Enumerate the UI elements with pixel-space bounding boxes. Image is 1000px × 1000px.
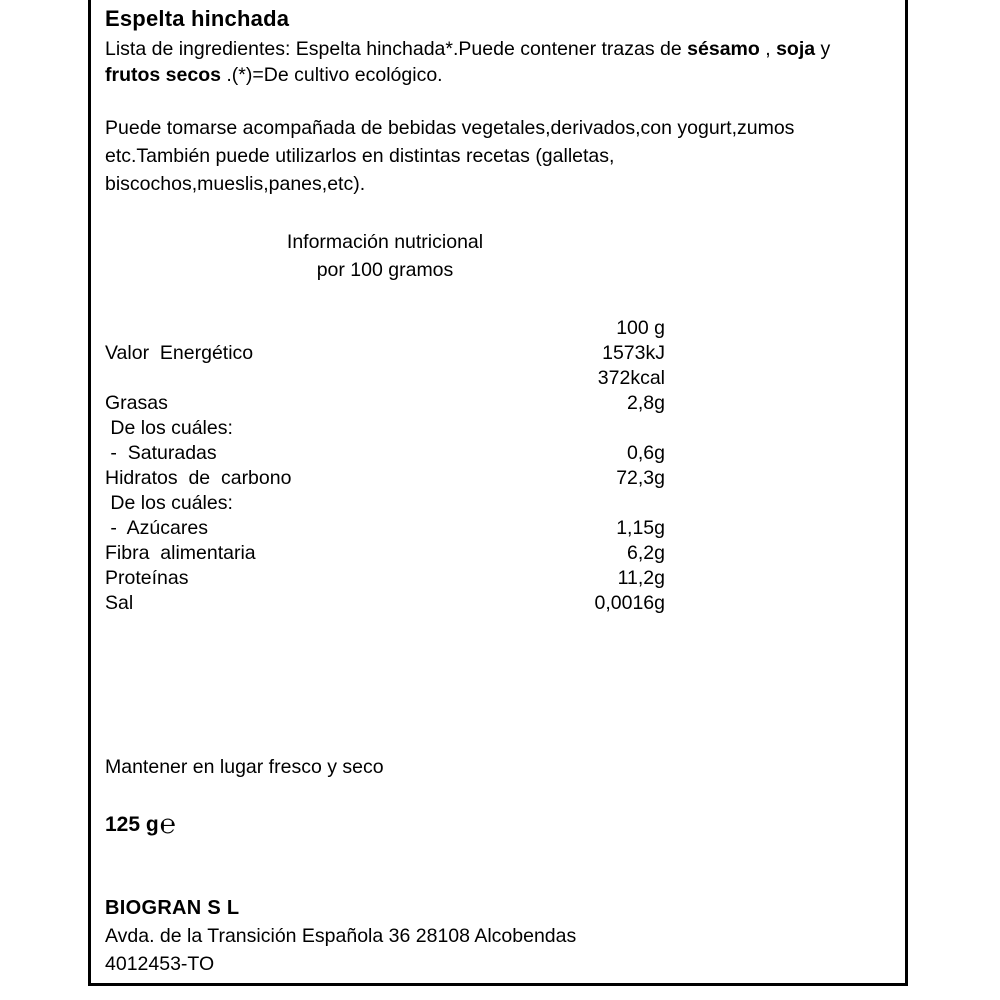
nutrition-row-label: De los cuáles: <box>105 417 233 439</box>
nutrition-heading <box>105 228 665 284</box>
nutrition-section <box>105 228 895 616</box>
allergen-soja: soja <box>776 38 816 60</box>
estimated-sign-icon: ℮ <box>159 809 176 839</box>
allergen-sesamo: sésamo <box>687 38 760 60</box>
net-weight-value: 125 g <box>105 813 159 836</box>
nutrition-heading-line-1: Información nutricional <box>286 231 484 253</box>
nutrition-row-value: 372kcal <box>597 367 665 389</box>
nutrition-heading-line-2: por 100 gramos <box>316 259 454 281</box>
ingredients-separator-2: y <box>815 38 831 60</box>
company-name: BIOGRAN S L <box>105 897 240 919</box>
nutrition-row <box>105 466 665 491</box>
nutrition-serving-header: 100 g <box>616 317 665 339</box>
nutrition-row-label: De los cuáles: <box>105 492 233 514</box>
ingredients-tail-text: .(*)=De cultivo ecológico. <box>220 64 443 86</box>
nutrition-row <box>105 541 665 566</box>
nutrition-row <box>105 341 665 366</box>
nutrition-row <box>105 491 665 516</box>
product-title: Espelta hinchada <box>105 6 290 31</box>
nutrition-row <box>105 591 665 616</box>
usage-suggestion-text: Puede tomarse acompañada de bebidas vegetales,derivados,con yogurt,zumos etc.También puede utilizarlos en distintas recetas (galletas, biscochos,mueslis,panes,etc). <box>105 117 795 195</box>
allergen-frutos-secos: frutos secos <box>105 64 221 86</box>
nutrition-serving-header-row <box>105 316 665 341</box>
nutrition-table <box>105 316 665 616</box>
nutrition-row-label: Valor Energético <box>105 342 254 364</box>
nutrition-row <box>105 366 665 391</box>
nutrition-row-value: 0,6g <box>627 442 665 464</box>
ingredients-paragraph <box>105 36 885 88</box>
company-address: Avda. de la Transición Española 36 28108 Alcobendas <box>105 925 577 947</box>
nutrition-row-value: 11,2g <box>617 567 665 589</box>
nutrition-row <box>105 516 665 541</box>
ingredients-lead-text: Lista de ingredientes: Espelta hinchada*.Puede contener trazas de <box>105 38 688 60</box>
nutrition-row-value: 2,8g <box>627 392 665 414</box>
company-registration-code: 4012453-TO <box>105 953 215 975</box>
nutrition-row-label: Fibra alimentaria <box>105 542 256 564</box>
nutrition-row <box>105 566 665 591</box>
nutrition-row <box>105 441 665 466</box>
nutrition-row-label: - Saturadas <box>105 442 217 464</box>
nutrition-row-label: Grasas <box>105 392 168 414</box>
nutrition-row-label: Sal <box>105 592 134 614</box>
nutrition-row-value: 1,15g <box>616 517 665 539</box>
storage-instructions: Mantener en lugar fresco y seco <box>105 756 384 778</box>
company-block <box>105 894 895 978</box>
nutrition-row <box>105 391 665 416</box>
nutrition-row-value: 6,2g <box>627 542 665 564</box>
nutrition-row-label: Proteínas <box>105 567 189 589</box>
nutrition-row <box>105 416 665 441</box>
nutrition-row-value: 0,0016g <box>594 592 665 614</box>
nutrition-row-label: - Azúcares <box>105 517 208 539</box>
nutrition-row-value: 72,3g <box>616 467 665 489</box>
product-label-frame <box>88 0 908 986</box>
ingredients-separator-1: , <box>759 38 777 60</box>
net-weight <box>105 809 895 839</box>
nutrition-row-value: 1573kJ <box>602 342 665 364</box>
nutrition-row-label: Hidratos de carbono <box>105 467 292 489</box>
